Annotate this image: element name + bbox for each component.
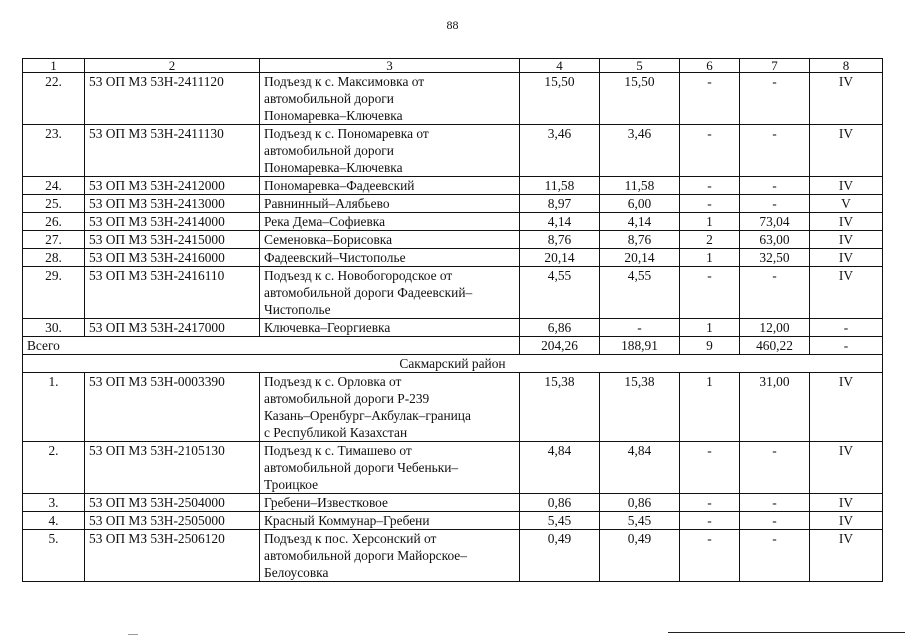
col5-value: 15,38 — [600, 373, 680, 442]
col8-value: - — [810, 319, 883, 337]
road-name — [260, 125, 520, 177]
col4-value: 20,14 — [520, 249, 600, 267]
col6-value: 2 — [680, 231, 740, 249]
row-number: 26. — [23, 213, 85, 231]
road-name — [260, 373, 520, 442]
col7-value: - — [740, 442, 810, 494]
table-row — [23, 319, 883, 337]
col6-value: - — [680, 494, 740, 512]
col6-value: - — [680, 442, 740, 494]
section-title: Сакмарский район — [23, 355, 883, 373]
road-id-code: 53 ОП МЗ 53Н-2412000 — [85, 177, 260, 195]
road-name-line: Подъезд к с. Максимовка от — [264, 74, 425, 89]
road-name-line: Подъезд к пос. Херсонский от — [264, 531, 437, 546]
col5-value: 4,84 — [600, 442, 680, 494]
table-row — [23, 494, 883, 512]
col8-value: V — [810, 195, 883, 213]
col7-value: - — [740, 125, 810, 177]
road-name-line: Ключевка–Георгиевка — [264, 320, 391, 335]
road-name — [260, 267, 520, 319]
road-name-line: Фадеевский–Чистополье — [264, 250, 406, 265]
row-number: 27. — [23, 231, 85, 249]
road-name — [260, 249, 520, 267]
road-name-line: Пономаревка–Ключевка — [264, 108, 403, 123]
road-name-line: Подъезд к с. Орловка от — [264, 374, 402, 389]
page-number: 88 — [446, 18, 459, 32]
table-row — [23, 73, 883, 125]
row-number: 5. — [23, 530, 85, 582]
col8-value: IV — [810, 512, 883, 530]
total-col6: 9 — [680, 337, 740, 355]
road-name-line: Подъезд к с. Тимашево от — [264, 443, 412, 458]
road-name — [260, 177, 520, 195]
road-name-line: Семеновка–Борисовка — [264, 232, 393, 247]
table-row — [23, 177, 883, 195]
header-cell: 5 — [600, 59, 680, 73]
header-cell: 1 — [23, 59, 85, 73]
header-cell: 3 — [260, 59, 520, 73]
road-id-code: 53 ОП МЗ 53Н-2105130 — [85, 442, 260, 494]
col8-value: IV — [810, 530, 883, 582]
row-number: 25. — [23, 195, 85, 213]
col8-value: IV — [810, 177, 883, 195]
col4-value: 5,45 — [520, 512, 600, 530]
scan-mark — [128, 634, 138, 635]
col7-value: - — [740, 512, 810, 530]
col7-value: 32,50 — [740, 249, 810, 267]
road-name — [260, 442, 520, 494]
road-name — [260, 494, 520, 512]
col8-value: IV — [810, 73, 883, 125]
header-cell: 7 — [740, 59, 810, 73]
col5-value: 8,76 — [600, 231, 680, 249]
col4-value: 4,84 — [520, 442, 600, 494]
col4-value: 4,55 — [520, 267, 600, 319]
header-cell: 8 — [810, 59, 883, 73]
col4-value: 0,86 — [520, 494, 600, 512]
road-name-line: Пономаревка–Ключевка — [264, 160, 403, 175]
table-row — [23, 231, 883, 249]
road-id-code: 53 ОП МЗ 53Н-2414000 — [85, 213, 260, 231]
col6-value: - — [680, 512, 740, 530]
col6-value: - — [680, 530, 740, 582]
col7-value: - — [740, 530, 810, 582]
col5-value: 11,58 — [600, 177, 680, 195]
row-number: 28. — [23, 249, 85, 267]
road-name-line: автомобильной дороги Фадеевский– — [264, 285, 473, 300]
header-cell: 6 — [680, 59, 740, 73]
col4-value: 8,76 — [520, 231, 600, 249]
col4-value: 0,49 — [520, 530, 600, 582]
road-name-line: Подъезд к с. Пономаревка от — [264, 126, 429, 141]
col5-value: 0,49 — [600, 530, 680, 582]
col7-value: 31,00 — [740, 373, 810, 442]
col6-value: 1 — [680, 373, 740, 442]
road-id-code: 53 ОП МЗ 53Н-2504000 — [85, 494, 260, 512]
col5-value: 5,45 — [600, 512, 680, 530]
road-id-code: 53 ОП МЗ 53Н-2506120 — [85, 530, 260, 582]
col8-value: IV — [810, 442, 883, 494]
row-number: 22. — [23, 73, 85, 125]
road-name — [260, 73, 520, 125]
road-name-line: Гребени–Известковое — [264, 495, 388, 510]
road-name-line: автомобильной дороги Майорское– — [264, 548, 467, 563]
col8-value: IV — [810, 249, 883, 267]
road-name-line: Казань–Оренбург–Акбулак–граница — [264, 408, 471, 423]
col7-value: 12,00 — [740, 319, 810, 337]
col7-value: 73,04 — [740, 213, 810, 231]
road-id-code: 53 ОП МЗ 53Н-2416110 — [85, 267, 260, 319]
road-name-line: Троицкое — [264, 477, 319, 492]
col8-value: IV — [810, 125, 883, 177]
table-body — [23, 59, 883, 582]
roads-table — [22, 58, 883, 582]
road-name — [260, 231, 520, 249]
total-row — [23, 337, 883, 355]
road-id-code: 53 ОП МЗ 53Н-2415000 — [85, 231, 260, 249]
col5-value: 4,55 — [600, 267, 680, 319]
col8-value: IV — [810, 267, 883, 319]
header-row — [23, 59, 883, 73]
road-name — [260, 195, 520, 213]
road-name-line: автомобильной дороги Чебеньки– — [264, 460, 459, 475]
col5-value: 20,14 — [600, 249, 680, 267]
col5-value: - — [600, 319, 680, 337]
table-row — [23, 373, 883, 442]
col6-value: - — [680, 195, 740, 213]
col7-value: - — [740, 494, 810, 512]
road-name-line: Чистополье — [264, 302, 331, 317]
table-row — [23, 213, 883, 231]
table-row — [23, 512, 883, 530]
road-name-line: Белоусовка — [264, 565, 329, 580]
road-id-code: 53 ОП МЗ 53Н-2411120 — [85, 73, 260, 125]
col4-value: 6,86 — [520, 319, 600, 337]
road-name-line: автомобильной дороги — [264, 91, 394, 106]
col4-value: 15,38 — [520, 373, 600, 442]
col6-value: 1 — [680, 319, 740, 337]
col8-value: IV — [810, 494, 883, 512]
road-name-line: Пономаревка–Фадеевский — [264, 178, 415, 193]
road-id-code: 53 ОП МЗ 53Н-2505000 — [85, 512, 260, 530]
road-name-line: Река Дема–Софиевка — [264, 214, 386, 229]
road-id-code: 53 ОП МЗ 53Н-2411130 — [85, 125, 260, 177]
row-number: 29. — [23, 267, 85, 319]
section-row — [23, 355, 883, 373]
col4-value: 15,50 — [520, 73, 600, 125]
col7-value: - — [740, 195, 810, 213]
road-id-code: 53 ОП МЗ 53Н-2417000 — [85, 319, 260, 337]
table-row — [23, 249, 883, 267]
road-name-line: автомобильной дороги — [264, 143, 394, 158]
road-name — [260, 530, 520, 582]
road-name-line: Красный Коммунар–Гребени — [264, 513, 430, 528]
road-name-line: автомобильной дороги Р-239 — [264, 391, 430, 406]
table-row — [23, 195, 883, 213]
col7-value: - — [740, 73, 810, 125]
total-col8: - — [810, 337, 883, 355]
table-row — [23, 442, 883, 494]
total-col4: 204,26 — [520, 337, 600, 355]
total-col7: 460,22 — [740, 337, 810, 355]
col5-value: 4,14 — [600, 213, 680, 231]
col7-value: 63,00 — [740, 231, 810, 249]
col5-value: 6,00 — [600, 195, 680, 213]
col5-value: 0,86 — [600, 494, 680, 512]
col6-value: - — [680, 267, 740, 319]
row-number: 24. — [23, 177, 85, 195]
col6-value: - — [680, 177, 740, 195]
col7-value: - — [740, 267, 810, 319]
col6-value: 1 — [680, 249, 740, 267]
table-row — [23, 530, 883, 582]
road-name — [260, 512, 520, 530]
col4-value: 8,97 — [520, 195, 600, 213]
road-id-code: 53 ОП МЗ 53Н-2416000 — [85, 249, 260, 267]
col6-value: - — [680, 73, 740, 125]
table-row — [23, 125, 883, 177]
col4-value: 11,58 — [520, 177, 600, 195]
col6-value: - — [680, 125, 740, 177]
row-number: 4. — [23, 512, 85, 530]
road-name-line: Подъезд к с. Новобогородское от — [264, 268, 453, 283]
row-number: 30. — [23, 319, 85, 337]
row-number: 2. — [23, 442, 85, 494]
col7-value: - — [740, 177, 810, 195]
bottom-rule — [668, 632, 905, 633]
col5-value: 15,50 — [600, 73, 680, 125]
total-col5: 188,91 — [600, 337, 680, 355]
col5-value: 3,46 — [600, 125, 680, 177]
road-id-code: 53 ОП МЗ 53Н-2413000 — [85, 195, 260, 213]
road-name-line: с Республикой Казахстан — [264, 425, 408, 440]
header-cell: 2 — [85, 59, 260, 73]
row-number: 3. — [23, 494, 85, 512]
road-name — [260, 319, 520, 337]
road-name — [260, 213, 520, 231]
col4-value: 4,14 — [520, 213, 600, 231]
col8-value: IV — [810, 213, 883, 231]
col8-value: IV — [810, 373, 883, 442]
col4-value: 3,46 — [520, 125, 600, 177]
table-row — [23, 267, 883, 319]
col8-value: IV — [810, 231, 883, 249]
road-id-code: 53 ОП МЗ 53Н-0003390 — [85, 373, 260, 442]
row-number: 23. — [23, 125, 85, 177]
row-number: 1. — [23, 373, 85, 442]
col6-value: 1 — [680, 213, 740, 231]
total-label: Всего — [23, 337, 520, 355]
header-cell: 4 — [520, 59, 600, 73]
road-name-line: Равнинный–Алябьево — [264, 196, 390, 211]
